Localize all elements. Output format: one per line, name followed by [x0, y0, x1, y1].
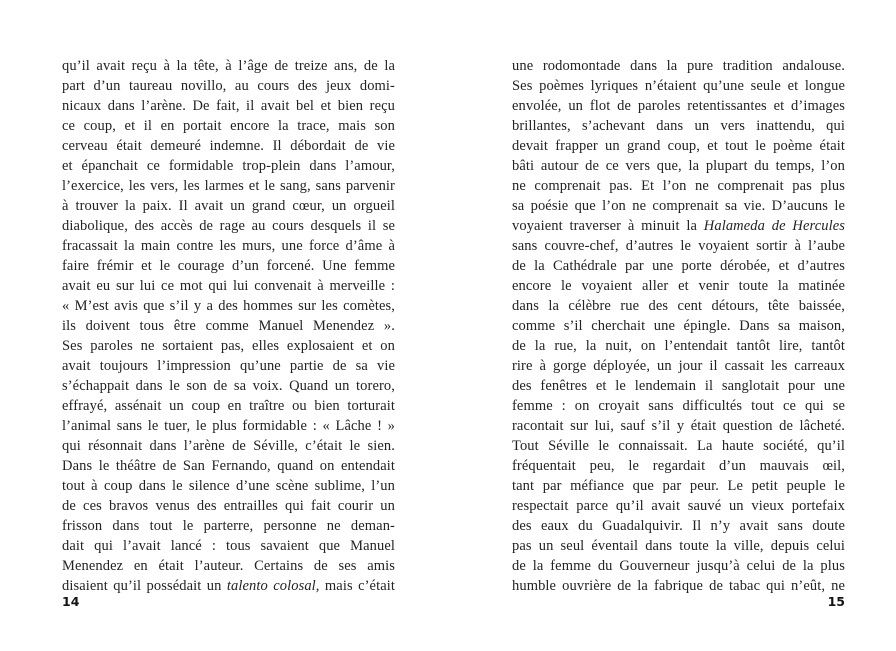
text-line: faire frémir et le courage d’un forcené. Une femme [62, 258, 395, 274]
text-line: qu’il avait reçu à la tête, à l’âge de treize ans, de la [62, 58, 395, 74]
text-line: racontait sur lui, sauf s’il y était question de lâcheté. [512, 418, 845, 434]
text-line: Tout Séville le connaissait. La haute société, qu’il [512, 438, 845, 454]
text-line: de ces bravos venus des entrailles qui fait courir un [62, 498, 395, 514]
text-line: effrayé, assénait un coup en traître ou bien torturait [62, 398, 395, 414]
text-line: comme s’il cherchait une épingle. Dans sa maison, [512, 318, 845, 334]
text-line: brillantes, s’achevant dans un vers inattendu, qui [512, 118, 845, 134]
left-page-text [62, 56, 395, 596]
text-line: diabolique, des accès de rage au cours desquels il se [62, 218, 395, 234]
text-line: femme : on croyait sans difficultés tout ce qui se [512, 398, 845, 414]
text-line: « M’est avis que s’il y a des hommes sur les comètes, [62, 298, 395, 314]
text-line: devait frapper un grand coup, et tout le poème était [512, 138, 845, 154]
text-line: pas un seul éventail dans toute la ville, depuis celui [512, 538, 845, 554]
right-page-text [512, 56, 845, 596]
text-line: des eaux du Guadalquivir. Il n’y avait sans doute [512, 518, 845, 534]
text-line: cerveau était demeuré indemne. Il débordait de vie [62, 138, 395, 154]
text-line: rire à gorge déployée, un jour il cassait les carreaux [512, 358, 845, 374]
text-line: humble ouvrière de la fabrique de tabac qui n’eût, ne [512, 578, 845, 594]
text-line: respectait parce qu’il avait sauvé un vieux portefaix [512, 498, 845, 514]
text-line: Ses poèmes lyriques n’étaient qu’une seule et longue [512, 78, 845, 94]
text-line: sans couvre-chef, d’autres le voyaient sortir à l’aube [512, 238, 845, 254]
text-line: disaient qu’il possédait un talento colosal, mais c’était [62, 578, 395, 594]
text-line: et épanchait ce formidable trop-plein dans l’amour, [62, 158, 395, 174]
left-page-number: 14 [62, 594, 80, 609]
text-line: fréquentait peu, le regardait d’un mauvais œil, [512, 458, 845, 474]
text-line: de la Cathédrale par une porte dérobée, et d’autres [512, 258, 845, 274]
text-line: Menendez en était l’auteur. Certains de ses amis [62, 558, 395, 574]
text-line: part d’un taureau novillo, au cours des jeux domi- [62, 78, 395, 94]
text-line: une rodomontade dans la pure tradition andalouse. [512, 58, 845, 74]
text-line: fracassait la main contre les murs, une force d’âme à [62, 238, 395, 254]
text-line: Dans le théâtre de San Fernando, quand on entendait [62, 458, 395, 474]
text-line: l’exercice, les vers, les larmes et le sang, sans parvenir [62, 178, 395, 194]
text-line: voyaient traverser à minuit la Halameda de Hercules [512, 218, 845, 234]
text-line: s’échappait dans le son de sa voix. Quand un torero, [62, 378, 395, 394]
text-line: dait qui l’avait lancé : tous savaient que Manuel [62, 538, 395, 554]
text-line: envolée, un flot de paroles retentissantes et d’images [512, 98, 845, 114]
text-line: ce coup, et il en portait encore la trace, mais son [62, 118, 395, 134]
text-line: bâti autour de ce vers que, la plupart du temps, l’on [512, 158, 845, 174]
text-line: des fenêtres et le lendemain il sanglotait pour une [512, 378, 845, 394]
text-line: tant par méfiance que par peur. Le petit peuple le [512, 478, 845, 494]
right-page-number: 15 [827, 594, 845, 609]
text-line: de la femme du Gouverneur jusqu’à celui de la plus [512, 558, 845, 574]
text-line: Ses paroles ne sortaient pas, elles explosaient et on [62, 338, 395, 354]
text-line: à trouver la paix. Il avait un grand cœur, un orgueil [62, 198, 395, 214]
text-line: l’animal sans le tuer, le plus formidable : « Lâche ! » [62, 418, 395, 434]
text-line: ne comprenait pas. Et l’on ne comprenait pas plus [512, 178, 845, 194]
text-line: qui résonnait dans l’arène de Séville, c’était le sien. [62, 438, 395, 454]
text-line: avait eu sur lui ce mot qui lui convenait à merveille : [62, 278, 395, 294]
text-line: frisson dans tout le parterre, personne ne deman- [62, 518, 395, 534]
text-line: ils doivent tous être comme Manuel Menendez ». [62, 318, 395, 334]
text-line: tout à coup dans le silence d’une scène sublime, l’un [62, 478, 395, 494]
text-line: dans la célèbre rue des cent détours, tête baissée, [512, 298, 845, 314]
text-line: encore le voyaient aller et venir toute la matinée [512, 278, 845, 294]
text-line: de la rue, la nuit, on l’entendait tantôt lire, tantôt [512, 338, 845, 354]
text-line: nicaux dans l’arène. De fait, il avait bel et bien reçu [62, 98, 395, 114]
text-line: avait toujours l’impression qu’une partie de sa vie [62, 358, 395, 374]
text-line: sa poésie que l’on ne comprenait sa vie. D’aucuns le [512, 198, 845, 214]
